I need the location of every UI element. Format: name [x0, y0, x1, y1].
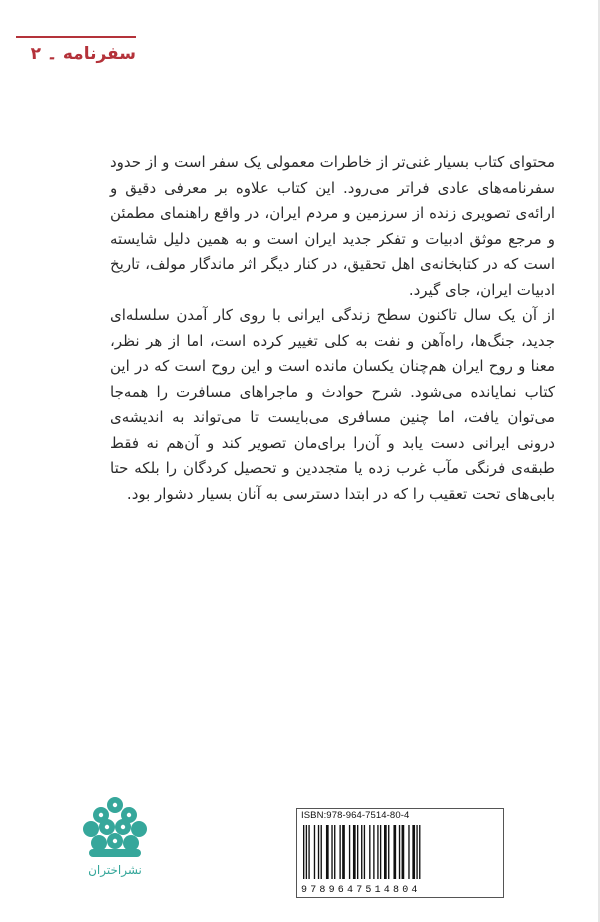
barcode-bar — [361, 825, 362, 879]
isbn-barcode-box — [296, 808, 504, 898]
publisher-logo-icon — [79, 795, 151, 859]
series-header — [16, 36, 136, 64]
series-rule — [16, 36, 136, 38]
back-cover-description — [110, 150, 555, 507]
publisher-block — [70, 795, 160, 877]
barcode-bar — [349, 825, 350, 879]
barcode-bar — [373, 825, 374, 879]
barcode-bar — [303, 825, 304, 879]
barcode-bar — [314, 825, 315, 879]
barcode-bar — [388, 825, 389, 879]
barcode-bar — [353, 825, 356, 879]
barcode-bar — [377, 825, 378, 879]
barcode-bar — [369, 825, 370, 879]
barcode-bar — [419, 825, 420, 879]
barcode-bar — [308, 825, 309, 879]
barcode-bar — [402, 825, 405, 879]
series-title: سفرنامه ۔ ۲ — [30, 44, 136, 64]
barcode-bar — [321, 825, 322, 879]
barcode-bar — [412, 825, 415, 879]
barcode-bar — [342, 825, 345, 879]
barcode-bar — [318, 825, 319, 879]
barcode-bar — [326, 825, 329, 879]
barcode-bar — [364, 825, 365, 879]
barcode-bar — [357, 825, 358, 879]
barcode-bar — [331, 825, 332, 879]
barcode-bar — [339, 825, 340, 879]
barcode-bar — [393, 825, 396, 879]
barcode-bar — [334, 825, 335, 879]
publisher-name: نشراختران — [88, 863, 142, 877]
barcode-bar — [384, 825, 387, 879]
description-paragraph-1: محتوای کتاب بسیار غنی‌تر از خاطرات معمولی یک سفر است و از حدود سفرنامه‌های عادی فراتر می‌رود. این کتاب علاوه بر معرفی دقیق و ارائه‌ی تصویری زنده از سرزمین و مردم ایران، در واقع راهنمای مطمئن و مرجع موثق ادبیات و تفکر جدید ایران است و به همین دلیل شایسته است که در کتابخانه‌ی اهل تحقیق، در کنار دیگر اثر ماندگار مولف، تاریخ ادبیات ایران، جای گیرد. — [110, 153, 555, 299]
barcode-bar — [399, 825, 400, 879]
description-paragraph-2: از آن یک سال تاکنون سطح زندگی ایرانی با روی کار آمدن سلسله‌ای جدید، جنگ‌ها، راه‌آهن و نفت به کلی تغییر کرده است، اما از هر نظر، معنا و روح ایران هم‌چنان یکسان مانده است و این روح است که در این کتاب نمایانده می‌شود. شرح حوادث و ماجراهای مسافرت را همه‌جا می‌توان یافت، اما چنین مسافری می‌بایست تا می‌تواند به اندیشه‌ی درونی ایرانی دست یابد و آن‌را برای‌مان تصویر کند و آن‌هم نه فقط طبقه‌ی فرنگی مآب غرب زده یا متجددین و تحصیل کردگان را بلکه حتا بابی‌های تحت تعقیب را که در ابتدا دسترسی به آنان بسیار دشوار بود. — [110, 306, 555, 503]
barcode-bar — [306, 825, 307, 879]
barcode-bar — [408, 825, 409, 879]
barcode-bar — [416, 825, 417, 879]
barcode-bar — [380, 825, 381, 879]
barcode-icon — [301, 825, 497, 881]
isbn-label: ISBN:978-964-7514-80-4 — [301, 810, 410, 821]
barcode-number: 9789647514804 — [301, 885, 421, 896]
